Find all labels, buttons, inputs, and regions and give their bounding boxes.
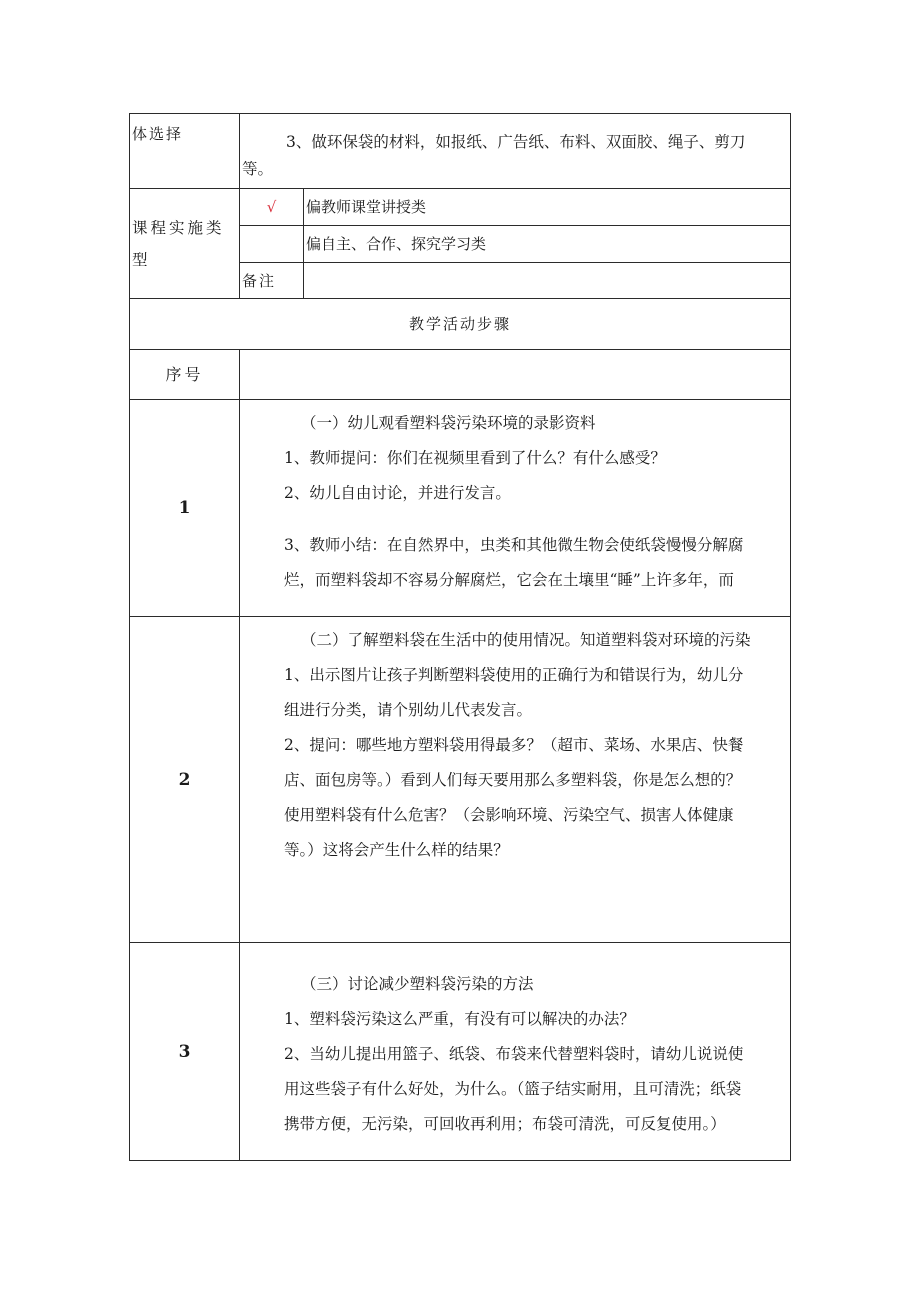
step-content-cell-1 xyxy=(240,400,791,617)
step-number-cell-3 xyxy=(130,943,240,1161)
section-title-row xyxy=(130,299,791,350)
note-label-cell xyxy=(240,263,304,299)
course-type-label-part2: 型 xyxy=(132,250,151,269)
step-1-line-2: 1、教师提问：你们在视频里看到了什么？有什么感受？ xyxy=(284,449,666,467)
content-header-cell xyxy=(240,350,791,400)
step-2-line-1: （二）了解塑料袋在生活中的使用情况。知道塑料袋对环境的污染 xyxy=(301,631,751,649)
index-header-cell xyxy=(130,350,240,400)
course-type-label-part1: 课程实施类 xyxy=(132,218,225,237)
materials-line-2: 等。 xyxy=(242,160,274,178)
step-number-1: 1 xyxy=(178,498,191,518)
option2-text-cell xyxy=(304,226,791,263)
step-3-line-4: 用这些袋子有什么好处，为什么。（篮子结实耐用，且可清洗；纸袋 xyxy=(284,1080,742,1098)
step-3-line-2: 1、塑料袋污染这么严重，有没有可以解决的办法？ xyxy=(284,1010,635,1028)
step-number-cell-1 xyxy=(130,400,240,617)
step-content-cell-3 xyxy=(240,943,791,1161)
section-title-cell xyxy=(130,299,791,350)
lesson-plan-table xyxy=(129,113,791,1161)
step-2-line-2: 1、出示图片让孩子判断塑料袋使用的正确行为和错误行为，幼儿分 xyxy=(284,666,744,684)
course-type-label-cell xyxy=(130,189,240,299)
step-3-line-5: 携带方便，无污染，可回收再利用；布袋可清洗，可反复使用。） xyxy=(284,1115,726,1133)
materials-label: 体选择 xyxy=(132,125,184,143)
step-2-line-7: 等。）这将会产生什么样的结果？ xyxy=(284,841,509,859)
index-header: 序号 xyxy=(165,364,204,384)
step-row-2 xyxy=(130,617,791,943)
note-label: 备注 xyxy=(242,271,277,290)
section-title: 教学活动步骤 xyxy=(408,315,511,333)
step-content-cell-2 xyxy=(240,617,791,943)
materials-content-cell xyxy=(240,114,791,189)
step-2-line-6: 使用塑料袋有什么危害？（会影响环境、污染空气、损害人体健康 xyxy=(284,806,734,824)
step-3-line-1: （三）讨论减少塑料袋污染的方法 xyxy=(301,975,534,993)
option1-text-cell xyxy=(304,189,791,226)
step-2-line-3: 组进行分类，请个别幼儿代表发言。 xyxy=(284,701,533,719)
step-1-line-3: 2、幼儿自由讨论，并进行发言。 xyxy=(284,484,511,502)
materials-label-cell xyxy=(130,114,240,189)
option1-mark-cell[interactable] xyxy=(240,189,304,226)
step-row-3 xyxy=(130,943,791,1161)
step-3-line-3: 2、当幼儿提出用篮子、纸袋、布袋来代替塑料袋时，请幼儿说说使 xyxy=(284,1045,744,1063)
course-type-row-1 xyxy=(130,189,791,226)
step-number-3: 3 xyxy=(178,1041,191,1062)
materials-row xyxy=(130,114,791,189)
step-1-line-4: 3、教师小结：在自然界中，虫类和其他微生物会使纸袋慢慢分解腐 xyxy=(284,536,744,554)
step-row-1 xyxy=(130,400,791,617)
note-value-cell[interactable] xyxy=(304,263,791,299)
step-1-line-1: （一）幼儿观看塑料袋污染环境的录影资料 xyxy=(301,414,596,432)
step-number-cell-2 xyxy=(130,617,240,943)
materials-line-1: 3、做环保袋的材料，如报纸、广告纸、布料、双面胶、绳子、剪刀 xyxy=(286,133,746,151)
steps-header-row xyxy=(130,350,791,400)
step-2-line-4: 2、提问：哪些地方塑料袋用得最多？（超市、菜场、水果店、快餐 xyxy=(284,736,744,754)
option1-label: 偏教师课堂讲授类 xyxy=(306,198,427,216)
step-number-2: 2 xyxy=(178,769,191,790)
step-1-line-5: 烂，而塑料袋却不容易分解腐烂，它会在土壤里“睡”上许多年，而 xyxy=(284,571,734,589)
option2-mark-cell[interactable] xyxy=(240,226,304,263)
step-2-line-5: 店、面包房等。）看到人们每天要用那么多塑料袋，你是怎么想的？ xyxy=(284,771,742,789)
option2-label: 偏自主、合作、探究学习类 xyxy=(306,235,487,253)
checkmark-icon: √ xyxy=(266,198,277,216)
